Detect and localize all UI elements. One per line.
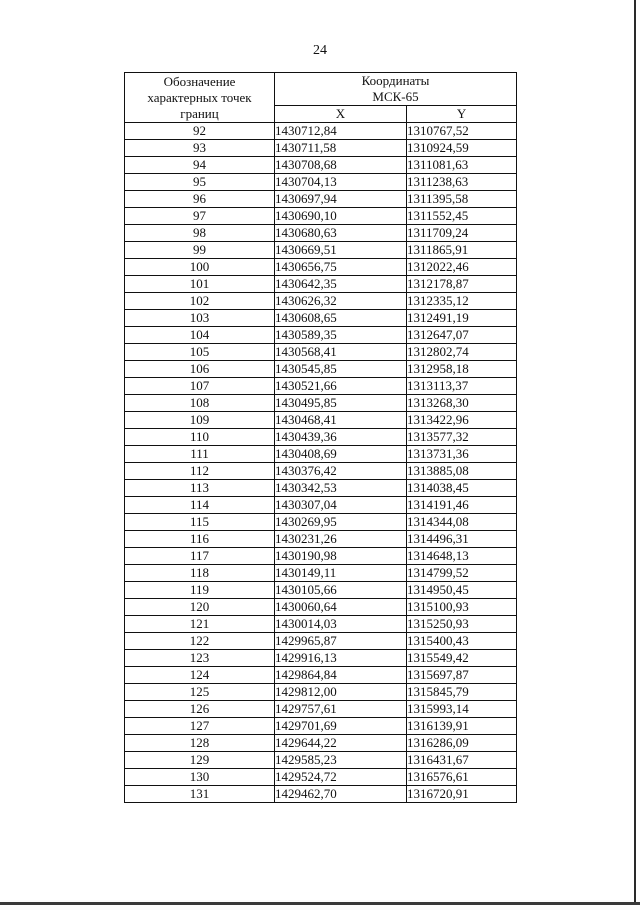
x-coordinate-cell: 1430149,11 [275, 565, 407, 582]
y-coordinate-cell: 1313885,08 [407, 463, 517, 480]
y-coordinate-cell: 1316576,61 [407, 769, 517, 786]
x-coordinate-cell: 1430589,35 [275, 327, 407, 344]
y-coordinate-cell: 1315993,14 [407, 701, 517, 718]
table-row [125, 378, 517, 395]
y-coordinate-cell: 1312335,12 [407, 293, 517, 310]
x-coordinate-cell: 1429916,13 [275, 650, 407, 667]
table-row [125, 769, 517, 786]
y-coordinate-cell: 1314496,31 [407, 531, 517, 548]
point-number-cell: 122 [125, 633, 275, 650]
point-number-cell: 104 [125, 327, 275, 344]
y-coordinate-cell: 1311238,63 [407, 174, 517, 191]
point-number-cell: 120 [125, 599, 275, 616]
y-coordinate-cell: 1313731,36 [407, 446, 517, 463]
x-coordinate-cell: 1430060,64 [275, 599, 407, 616]
point-number-cell: 131 [125, 786, 275, 803]
table-row [125, 786, 517, 803]
y-coordinate-cell: 1314648,13 [407, 548, 517, 565]
y-coordinate-cell: 1316286,09 [407, 735, 517, 752]
table-row [125, 480, 517, 497]
x-coordinate-cell: 1430190,98 [275, 548, 407, 565]
page-number: 24 [313, 43, 327, 58]
x-coordinate-cell: 1430342,53 [275, 480, 407, 497]
point-number-cell: 100 [125, 259, 275, 276]
y-coordinate-cell: 1311552,45 [407, 208, 517, 225]
x-coordinate-cell: 1429701,69 [275, 718, 407, 735]
point-number-cell: 96 [125, 191, 275, 208]
x-coordinate-cell: 1430521,66 [275, 378, 407, 395]
y-coordinate-cell: 1315400,43 [407, 633, 517, 650]
table-row [125, 463, 517, 480]
point-number-cell: 102 [125, 293, 275, 310]
point-number-cell: 111 [125, 446, 275, 463]
x-coordinate-cell: 1429462,70 [275, 786, 407, 803]
table-row [125, 293, 517, 310]
table-row [125, 327, 517, 344]
y-coordinate-cell: 1315549,42 [407, 650, 517, 667]
scan-edge-right [634, 0, 636, 905]
coordinates-table [124, 72, 517, 803]
table-row [125, 548, 517, 565]
table-row [125, 497, 517, 514]
table-row [125, 123, 517, 140]
point-number-cell: 124 [125, 667, 275, 684]
y-coordinate-cell: 1312958,18 [407, 361, 517, 378]
table-row [125, 514, 517, 531]
table-row [125, 157, 517, 174]
x-coordinate-cell: 1429644,22 [275, 735, 407, 752]
table-row [125, 446, 517, 463]
point-number-cell: 128 [125, 735, 275, 752]
table-row [125, 225, 517, 242]
table-row [125, 735, 517, 752]
table-row [125, 276, 517, 293]
point-number-cell: 98 [125, 225, 275, 242]
point-number-cell: 116 [125, 531, 275, 548]
point-number-cell: 119 [125, 582, 275, 599]
point-header-line1: Обозначение [163, 73, 236, 89]
point-number-cell: 130 [125, 769, 275, 786]
table-row [125, 395, 517, 412]
table-row [125, 174, 517, 191]
x-coordinate-cell: 1430711,58 [275, 140, 407, 157]
y-coordinate-cell: 1311395,58 [407, 191, 517, 208]
point-header-line3: границ [180, 105, 219, 121]
x-coordinate-cell: 1430704,13 [275, 174, 407, 191]
x-coordinate-cell: 1430468,41 [275, 412, 407, 429]
table-row [125, 718, 517, 735]
y-coordinate-cell: 1311709,24 [407, 225, 517, 242]
point-number-cell: 106 [125, 361, 275, 378]
y-coordinate-cell: 1313113,37 [407, 378, 517, 395]
x-coordinate-cell: 1430708,68 [275, 157, 407, 174]
point-number-cell: 125 [125, 684, 275, 701]
y-coordinate-cell: 1311865,91 [407, 242, 517, 259]
y-coordinate-cell: 1313422,96 [407, 412, 517, 429]
table-row [125, 565, 517, 582]
y-coordinate-cell: 1310767,52 [407, 123, 517, 140]
x-coordinate-cell: 1430376,42 [275, 463, 407, 480]
point-number-cell: 113 [125, 480, 275, 497]
coordinates-header [275, 73, 517, 106]
y-coordinate-cell: 1315845,79 [407, 684, 517, 701]
table-row [125, 650, 517, 667]
y-coordinate-cell: 1315697,87 [407, 667, 517, 684]
point-number-cell: 117 [125, 548, 275, 565]
point-number-cell: 92 [125, 123, 275, 140]
y-column-header: Y [407, 106, 517, 123]
y-coordinate-cell: 1316720,91 [407, 786, 517, 803]
x-coordinate-cell: 1430656,75 [275, 259, 407, 276]
table-row [125, 684, 517, 701]
point-number-cell: 93 [125, 140, 275, 157]
x-coordinate-cell: 1430608,65 [275, 310, 407, 327]
y-coordinate-cell: 1312802,74 [407, 344, 517, 361]
y-coordinate-cell: 1316139,91 [407, 718, 517, 735]
table-row [125, 616, 517, 633]
y-coordinate-cell: 1314950,45 [407, 582, 517, 599]
point-number-cell: 121 [125, 616, 275, 633]
x-coordinate-cell: 1429585,23 [275, 752, 407, 769]
table-row [125, 633, 517, 650]
point-number-cell: 127 [125, 718, 275, 735]
y-coordinate-cell: 1312491,19 [407, 310, 517, 327]
x-coordinate-cell: 1430545,85 [275, 361, 407, 378]
point-number-cell: 114 [125, 497, 275, 514]
x-coordinate-cell: 1430669,51 [275, 242, 407, 259]
table-row [125, 310, 517, 327]
y-coordinate-cell: 1315250,93 [407, 616, 517, 633]
point-number-cell: 94 [125, 157, 275, 174]
y-coordinate-cell: 1310924,59 [407, 140, 517, 157]
y-coordinate-cell: 1316431,67 [407, 752, 517, 769]
x-coordinate-cell: 1430495,85 [275, 395, 407, 412]
table-row [125, 412, 517, 429]
y-coordinate-cell: 1314038,45 [407, 480, 517, 497]
y-coordinate-cell: 1313577,32 [407, 429, 517, 446]
table-row [125, 429, 517, 446]
y-coordinate-cell: 1314191,46 [407, 497, 517, 514]
table-header [125, 73, 517, 123]
x-coordinate-cell: 1430568,41 [275, 344, 407, 361]
point-number-cell: 107 [125, 378, 275, 395]
y-coordinate-cell: 1312178,87 [407, 276, 517, 293]
y-coordinate-cell: 1314799,52 [407, 565, 517, 582]
x-coordinate-cell: 1430697,94 [275, 191, 407, 208]
point-header-line2: характерных точек [147, 89, 252, 105]
table-row [125, 531, 517, 548]
point-number-cell: 109 [125, 412, 275, 429]
x-coordinate-cell: 1430014,03 [275, 616, 407, 633]
y-coordinate-cell: 1312022,46 [407, 259, 517, 276]
point-number-cell: 123 [125, 650, 275, 667]
point-number-cell: 110 [125, 429, 275, 446]
y-coordinate-cell: 1312647,07 [407, 327, 517, 344]
x-coordinate-cell: 1430439,36 [275, 429, 407, 446]
point-number-cell: 105 [125, 344, 275, 361]
table-row [125, 599, 517, 616]
point-number-cell: 101 [125, 276, 275, 293]
x-coordinate-cell: 1430231,26 [275, 531, 407, 548]
x-coordinate-cell: 1430408,69 [275, 446, 407, 463]
x-coordinate-cell: 1430269,95 [275, 514, 407, 531]
point-number-cell: 108 [125, 395, 275, 412]
table-row [125, 361, 517, 378]
x-coordinate-cell: 1429812,00 [275, 684, 407, 701]
point-number-cell: 118 [125, 565, 275, 582]
x-column-header: X [275, 106, 407, 123]
x-coordinate-cell: 1430307,04 [275, 497, 407, 514]
table-row [125, 752, 517, 769]
table-row [125, 701, 517, 718]
y-coordinate-cell: 1311081,63 [407, 157, 517, 174]
y-coordinate-cell: 1315100,93 [407, 599, 517, 616]
x-coordinate-cell: 1429757,61 [275, 701, 407, 718]
table-row [125, 344, 517, 361]
point-number-cell: 129 [125, 752, 275, 769]
x-coordinate-cell: 1430626,32 [275, 293, 407, 310]
point-designation-header [125, 73, 275, 123]
x-coordinate-cell: 1429524,72 [275, 769, 407, 786]
point-number-cell: 115 [125, 514, 275, 531]
table-row [125, 259, 517, 276]
coords-header-line2: МСК-65 [372, 89, 419, 104]
table-row [125, 582, 517, 599]
x-coordinate-cell: 1430690,10 [275, 208, 407, 225]
coords-header-line1: Координаты [361, 73, 430, 88]
point-number-cell: 126 [125, 701, 275, 718]
y-coordinate-cell: 1314344,08 [407, 514, 517, 531]
x-coordinate-cell: 1430642,35 [275, 276, 407, 293]
point-number-cell: 95 [125, 174, 275, 191]
point-number-cell: 103 [125, 310, 275, 327]
table-row [125, 208, 517, 225]
x-coordinate-cell: 1430712,84 [275, 123, 407, 140]
x-coordinate-cell: 1430680,63 [275, 225, 407, 242]
table-row [125, 140, 517, 157]
table-row [125, 667, 517, 684]
point-number-cell: 97 [125, 208, 275, 225]
table-body [125, 123, 517, 803]
table-row [125, 242, 517, 259]
point-number-cell: 99 [125, 242, 275, 259]
x-coordinate-cell: 1429965,87 [275, 633, 407, 650]
table-row [125, 191, 517, 208]
x-coordinate-cell: 1430105,66 [275, 582, 407, 599]
y-coordinate-cell: 1313268,30 [407, 395, 517, 412]
header-row-top [125, 73, 517, 106]
point-number-cell: 112 [125, 463, 275, 480]
x-coordinate-cell: 1429864,84 [275, 667, 407, 684]
